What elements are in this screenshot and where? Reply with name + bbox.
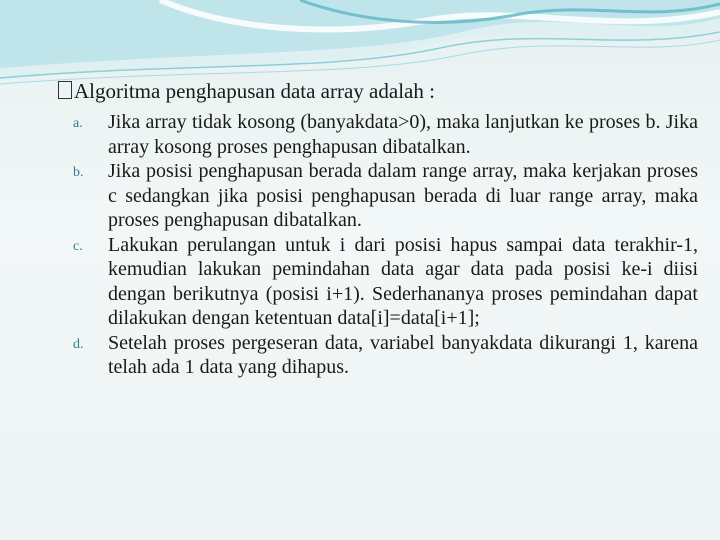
list-item-text: Lakukan perulangan untuk i dari posisi hapus sampai data terakhir-1, kemudian lakukan pemindahan data agar data pada posisi ke-i diisi dengan berikutnya (posisi i+1). Sederhananya proses pemindahan dapat dilakukan dengan ketentuan data[i]=data[i+1];: [108, 233, 698, 329]
list-marker: a.: [73, 116, 83, 131]
slide-content: [58, 78, 698, 380]
list-item: [58, 110, 698, 159]
intro-text: Algoritma penghapusan data array adalah :: [74, 79, 435, 103]
list-marker: d.: [73, 336, 84, 352]
list-item: [58, 233, 698, 331]
list-item-text: Jika array tidak kosong (banyakdata>0), maka lanjutkan ke proses b. Jika array kosong proses penghapusan dibatalkan.: [108, 111, 698, 158]
list-item-text: Jika posisi penghapusan berada dalam range array, maka kerjakan proses c sedangkan jika posisi penghapusan berada di luar range array, maka proses penghapusan dibatalkan.: [108, 160, 698, 231]
list-marker: c.: [73, 238, 83, 254]
list-item: [58, 331, 698, 380]
list-item-text: Setelah proses pergeseran data, variabel banyakdata dikurangi 1, karena telah ada 1 data yang dihapus.: [108, 331, 698, 378]
list-item: [58, 159, 698, 233]
missing-glyph-icon: [58, 81, 72, 99]
algorithm-steps-list: [58, 110, 698, 380]
list-marker: b.: [73, 165, 84, 180]
intro-line: [58, 78, 698, 104]
